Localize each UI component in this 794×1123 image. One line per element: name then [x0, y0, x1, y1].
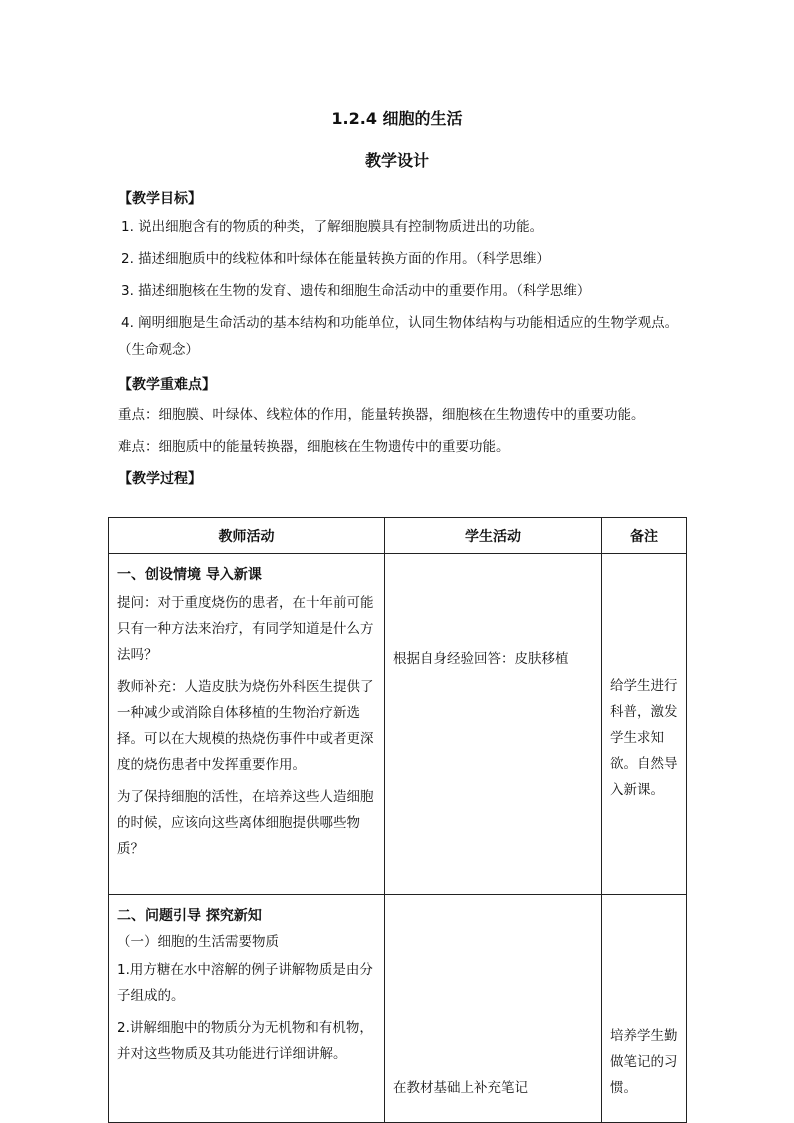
note-cell [602, 554, 687, 895]
keypoints-heading: 【教学重难点】 [118, 377, 216, 393]
column-header-student: 学生活动 [385, 518, 602, 554]
document-subtitle: 教学设计 [364, 151, 429, 170]
teacher-paragraph: 为了保持细胞的活性，在培养这些人造细胞的时候，应该向这些离体细胞提供哪些物质？ [117, 789, 374, 857]
student-activity-text: 根据自身经验回答：皮肤移植 [393, 651, 569, 667]
student-activity-text: 在教材基础上补充笔记 [393, 1080, 528, 1096]
teacher-activity-cell [109, 895, 385, 1123]
objective-item: 2. 描述细胞质中的线粒体和叶绿体在能量转换方面的作用。（科学思维） [121, 251, 550, 267]
student-activity-cell [385, 895, 602, 1123]
subsection-title: （一）细胞的生活需要物质 [117, 934, 279, 950]
keypoints-important: 重点：细胞膜、叶绿体、线粒体的作用，能量转换器，细胞核在生物遗传中的重要功能。 [118, 407, 645, 423]
column-header-teacher: 教师活动 [109, 518, 385, 554]
teacher-paragraph: 2.讲解细胞中的物质分为无机物和有机物，并对这些物质及其功能进行详细讲解。 [117, 1020, 373, 1062]
objective-item: 1. 说出细胞含有的物质的种类，了解细胞膜具有控制物质进出的功能。 [121, 219, 544, 235]
note-cell [602, 895, 687, 1123]
note-text: 给学生进行科普，激发学生求知欲。自然导入新课。 [610, 678, 678, 798]
teacher-paragraph: 教师补充：人造皮肤为烧伤外科医生提供了一种减少或消除自体移植的生物治疗新选择。可以在大规模的热烧伤事件中或者更深度的烧伤患者中发挥重要作用。 [117, 679, 374, 773]
note-text: 培养学生勤做笔记的习惯。 [610, 1028, 678, 1096]
teacher-activity-cell [109, 554, 385, 895]
document-title: 1.2.4 细胞的生活 [331, 109, 463, 128]
process-heading: 【教学过程】 [118, 471, 202, 487]
objective-item: 3. 描述细胞核在生物的发育、遗传和细胞生命活动中的重要作用。（科学思维） [121, 283, 591, 299]
column-header-note: 备注 [602, 518, 687, 554]
teacher-paragraph: 提问：对于重度烧伤的患者，在十年前可能只有一种方法来治疗，有同学知道是什么方法吗？ [117, 595, 374, 663]
section-title: 二、问题引导 探究新知 [117, 908, 262, 924]
objectives-heading: 【教学目标】 [118, 191, 202, 207]
table-header-row [109, 518, 687, 554]
teacher-paragraph: 1.用方糖在水中溶解的例子讲解物质是由分子组成的。 [117, 962, 373, 1004]
keypoints-difficult: 难点：细胞质中的能量转换器，细胞核在生物遗传中的重要功能。 [118, 439, 510, 455]
student-activity-cell [385, 554, 602, 895]
table-row [109, 895, 687, 1123]
objective-item: 4. 阐明细胞是生命活动的基本结构和功能单位，认同生物体结构与功能相适应的生物学观点。（生命观念） [118, 315, 679, 358]
section-title: 一、创设情境 导入新课 [117, 567, 262, 583]
table-row [109, 554, 687, 895]
teaching-process-table [108, 517, 687, 1123]
